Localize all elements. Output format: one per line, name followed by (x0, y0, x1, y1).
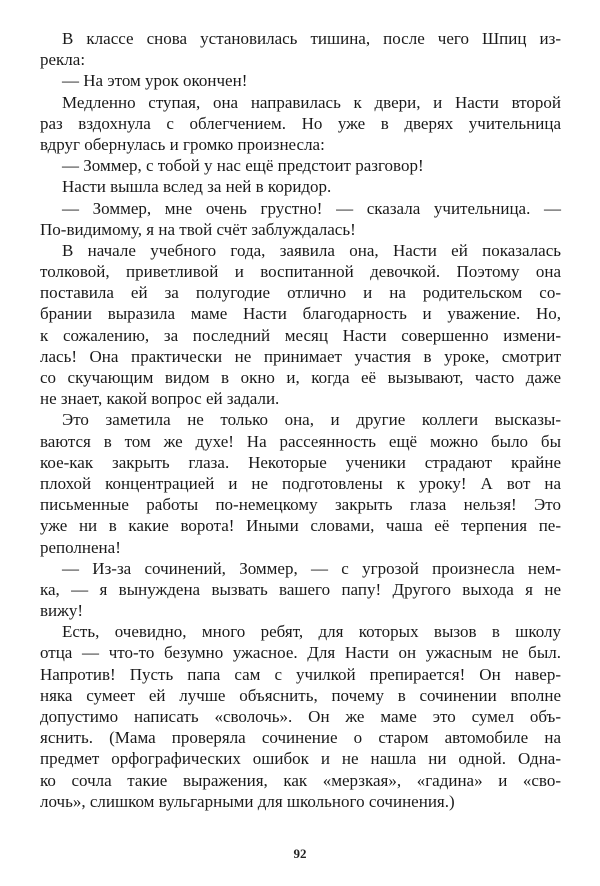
paragraph (40, 621, 561, 812)
text-line: уже ни в какие ворота! Иными словами, чаша её терпения пе- (40, 516, 561, 536)
paragraph (40, 198, 561, 240)
text-line: отца — что-то безумно ужасное. Для Насти он ужасным не был. (40, 643, 561, 663)
text-line: няка сумеет ей лучше объяснить, почему в сочинении вполне (40, 685, 561, 705)
text-line: вижу! (40, 601, 84, 621)
text-line: По-видимому, я на твой счёт заблуждалась! (40, 219, 356, 239)
paragraph (40, 558, 561, 622)
text-line: В классе снова установилась тишина, после чего Шпиц из- (62, 29, 561, 48)
paragraph (40, 70, 561, 91)
book-page-body (40, 28, 561, 812)
text-line: брании выразила маме Насти благодарность и уважение. Но, (40, 304, 561, 324)
text-line: — Зоммер, с тобой у нас ещё предстоит разговор! (62, 156, 424, 176)
text-line: — На этом урок окончен! (62, 71, 248, 91)
text-line: Это заметила не только она, и другие коллеги высказы- (62, 410, 561, 430)
text-line: кое-как закрыть глаза. Некоторые ученики страдают крайне (40, 452, 561, 472)
text-line: вдруг обернулась и громко произнесла: (40, 134, 325, 154)
text-line: толковой, приветливой и воспитанной девочкой. Поэтому она (40, 262, 561, 282)
text-line: ка, — я вынуждена вызвать вашего папу! Другого выхода я не (40, 579, 561, 599)
text-line: поставила ей за полугодие отлично и на родительском со- (40, 283, 561, 303)
text-line: яснить. (Мама проверяла сочинение о старом автомобиле на (40, 728, 561, 748)
text-line: рекла: (40, 50, 86, 70)
text-line: Есть, очевидно, много ребят, для которых вызов в школу (62, 622, 561, 642)
text-line: Насти вышла вслед за ней в коридор. (62, 177, 332, 197)
text-line: плохой концентрацией и не подготовлены к уроку! А вот на (40, 473, 561, 493)
text-line: ваются в том же духе! На рассеянность ещё можно было бы (40, 431, 561, 451)
text-line: — Зоммер, мне очень грустно! — сказала учительница. — (62, 198, 561, 218)
text-line: лась! Она практически не принимает участия в уроке, смотрит (40, 346, 561, 366)
text-line: раз вздохнула с облегчением. Но уже в дверях учительница (40, 113, 561, 133)
text-line: со скучающим видом в окно и, когда её вызывают, часто даже (40, 368, 561, 387)
text-line: допустимо написать «сволочь». Он же маме это сумел объ- (40, 707, 561, 726)
text-line: не знает, какой вопрос ей задали. (40, 389, 280, 409)
text-line: лочь», слишком вульгарными для школьного сочинения.) (40, 791, 455, 811)
text-line: Напротив! Пусть папа сам с училкой препирается! Он навер- (40, 664, 561, 684)
text-line: Медленно ступая, она направилась к двери, и Насти второй (62, 92, 561, 112)
paragraph (40, 92, 561, 156)
text-line: В начале учебного года, заявила она, Насти ей показалась (62, 240, 561, 260)
text-line: ко сочла такие выражения, как «мерзкая», «гадина» и «сво- (40, 770, 561, 790)
paragraph (40, 409, 561, 557)
text-line: письменные работы по-немецкому закрыть глаза нельзя! Это (40, 495, 561, 515)
paragraph (40, 240, 561, 410)
text-line: предмет орфографических ошибок и не нашла ни одной. Одна- (40, 749, 561, 769)
paragraph (40, 28, 561, 70)
page-number: 92 (293, 846, 307, 861)
paragraph (40, 176, 561, 197)
text-line: реполнена! (40, 537, 121, 557)
text-line: к сожалению, за последний месяц Насти совершенно измени- (40, 325, 561, 345)
text-line: — Из-за сочинений, Зоммер, — с угрозой произнесла нем- (62, 558, 561, 578)
paragraph (40, 155, 561, 176)
